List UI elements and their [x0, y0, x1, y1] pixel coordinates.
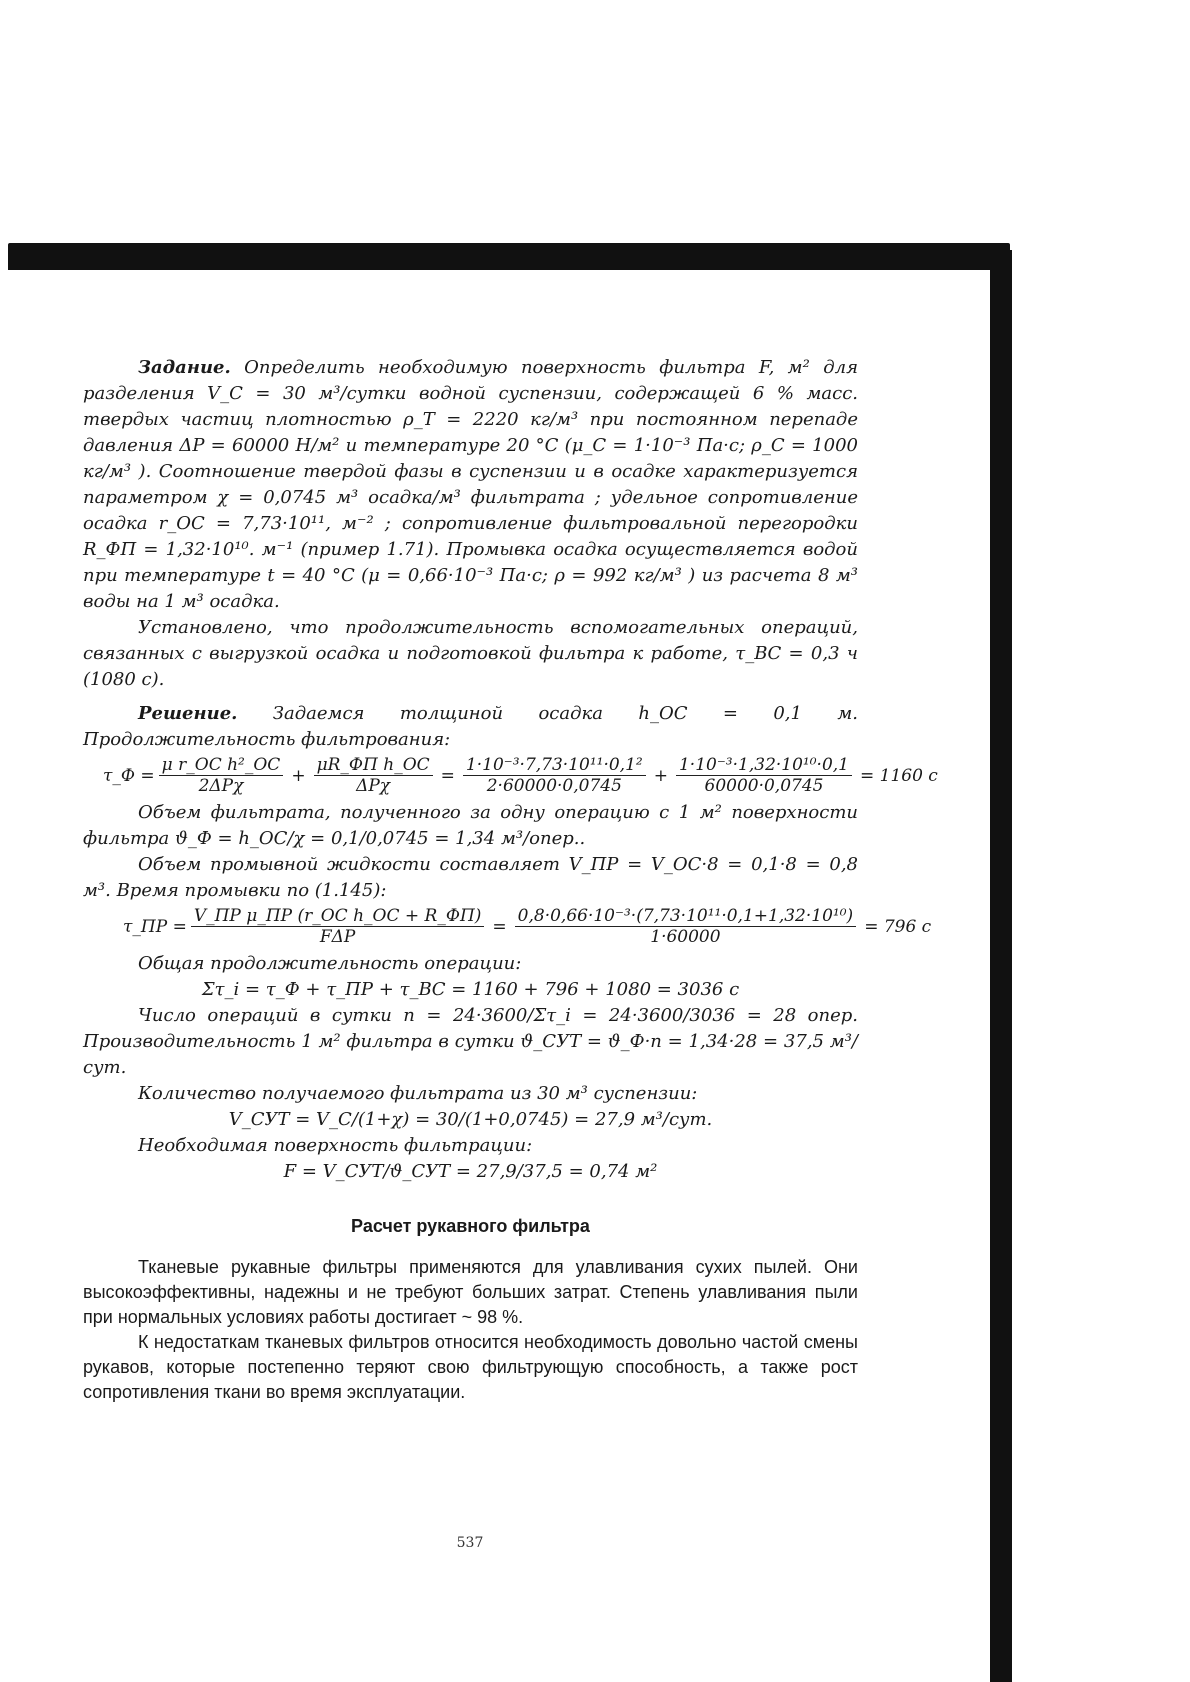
formula2-fraction-2 — [515, 906, 857, 947]
page-number: 537 — [456, 1535, 484, 1551]
required-surface-label: Необходимая поверхность фильтрации: — [138, 1135, 533, 1156]
ops-per-day-paragraph: Число операций в сутки n = 24·3600/Στ_i = 24·3600/3036 = 28 опер. Производительность 1 м² фильтра в сутки ϑ_СУТ = ϑ_Ф·n = 1,34·28 = 37,5 м³/сут. — [83, 1005, 858, 1078]
task-label: Задание. — [138, 357, 231, 378]
filtrate-quantity-formula: V_СУТ = V_C/(1+χ) = 30/(1+0,0745) = 27,9 м³/сут. — [228, 1109, 713, 1130]
filtrate-volume-paragraph: Объем фильтрата, полученного за одну операцию с 1 м² поверхности фильтра ϑ_Ф = h_OC/χ = 0,1/0,0745 = 1,34 м³/опер.. — [83, 802, 858, 849]
formula1-plus-1: + — [291, 765, 306, 786]
formula1-f2-num: μR_ФП h_OC — [314, 755, 433, 776]
formula1-f4-num: 1·10⁻³·1,32·10¹⁰·0,1 — [676, 755, 852, 776]
formula1-equals: = — [440, 765, 455, 786]
formula1-fraction-2 — [314, 755, 433, 796]
formula2-result: = 796 с — [864, 916, 932, 937]
formula1-f3-den: 2·60000·0,0745 — [486, 776, 622, 796]
formula2-f1-den: FΔP — [319, 927, 356, 947]
formula2-equals: = — [492, 916, 507, 937]
formula2-f2-num: 0,8·0,66·10⁻³·(7,73·10¹¹·0,1+1,32·10¹⁰) — [515, 906, 857, 927]
formula1-fraction-1 — [159, 755, 284, 796]
section-paragraph-2: К недостаткам тканевых фильтров относится необходимость довольно частой смены рукавов, которые постепенно теряют свою фильтрующую способность, а также рост сопротивления ткани во время эксплуатации. — [83, 1332, 858, 1402]
formula1-f4-den: 60000·0,0745 — [704, 776, 824, 796]
task-text: Определить необходимую поверхность фильтра F, м² для разделения V_C = 30 м³/сутки водной суспензии, содержащей 6 % масс. твердых частиц плотностью ρ_T = 2220 кг/м³ при постоянном перепаде давления ΔP = 60000 Н/м² и температуре 20 °C (μ_C = 1·10⁻³ Па·с; ρ_C = 1000 кг/м³ ). Соотношение твердой фазы в суспензии и в осадке характеризуется параметром χ = 0,0745 м³ осадка/м³ фильтрата ; удельное сопротивление осадка r_OC = 7,73·10¹¹, м⁻² ; сопротивление фильтровальной перегородки R_ФП = 1,32·10¹⁰. м⁻¹ (пример 1.71). Промывка осадка осуществляется водой при температуре t = 40 °C (μ = 0,66·10⁻³ Па·с; ρ = 992 кг/м³ ) из расчета 8 м³ воды на 1 м³ осадка. — [83, 357, 858, 612]
solution-label: Решение. — [138, 703, 238, 724]
solution-paragraph — [83, 701, 858, 753]
wash-volume-paragraph: Объем промывной жидкости составляет V_ПР = V_OC·8 = 0,1·8 = 0,8 м³. Время промывки по (1.145): — [83, 854, 858, 901]
formula1-fraction-3 — [463, 755, 646, 796]
solution-text: Задаемся толщиной осадка h_OC = 0,1 м. Продолжительность фильтрования: — [83, 703, 858, 750]
task-paragraph — [83, 355, 858, 615]
formula-wash-time — [83, 906, 932, 947]
formula2-f1-num: V_ПР μ_ПР (r_OC h_OC + R_ФП) — [191, 906, 485, 927]
formula1-plus-2: + — [653, 765, 668, 786]
formula2-fraction-1 — [191, 906, 485, 947]
section-paragraph-1: Тканевые рукавные фильтры применяются для улавливания сухих пылей. Они высокоэффективны, надежны и не требуют больших затрат. Степень улавливания пыли при нормальных условиях работы достигает ~ 98 %. — [83, 1257, 858, 1327]
formula1-f1-num: μ r_OC h²_OC — [159, 755, 284, 776]
formula1-f2-den: ΔPχ — [356, 776, 391, 796]
established-paragraph: Установлено, что продолжительность вспомогательных операций, связанных с выгрузкой осадка и подготовкой фильтра к работе, τ_ВС = 0,3 ч (1080 с). — [83, 617, 858, 690]
formula1-fraction-4 — [676, 755, 852, 796]
required-surface-formula: F = V_СУТ/ϑ_СУТ = 27,9/37,5 = 0,74 м² — [283, 1161, 658, 1182]
formula1-result: = 1160 с — [859, 765, 938, 786]
formula1-lhs: τ_Ф = — [103, 765, 155, 786]
section-title: Расчет рукавного фильтра — [351, 1216, 590, 1236]
formula-filtration-time — [83, 755, 938, 796]
formula1-f3-num: 1·10⁻³·7,73·10¹¹·0,1² — [463, 755, 646, 776]
total-duration-formula: Στ_i = τ_Ф + τ_ПР + τ_ВС = 1160 + 796 + 1080 = 3036 с — [201, 979, 740, 1000]
formula1-f1-den: 2ΔPχ — [198, 776, 244, 796]
formula2-f2-den: 1·60000 — [650, 927, 721, 947]
formula2-lhs: τ_ПР = — [123, 916, 187, 937]
total-duration-label: Общая продолжительность операции: — [138, 953, 522, 974]
filtrate-quantity-label: Количество получаемого фильтрата из 30 м³ суспензии: — [138, 1083, 698, 1104]
scan-border-top — [8, 243, 1010, 270]
scan-border-right — [990, 250, 1012, 1682]
document-body — [83, 355, 938, 1405]
